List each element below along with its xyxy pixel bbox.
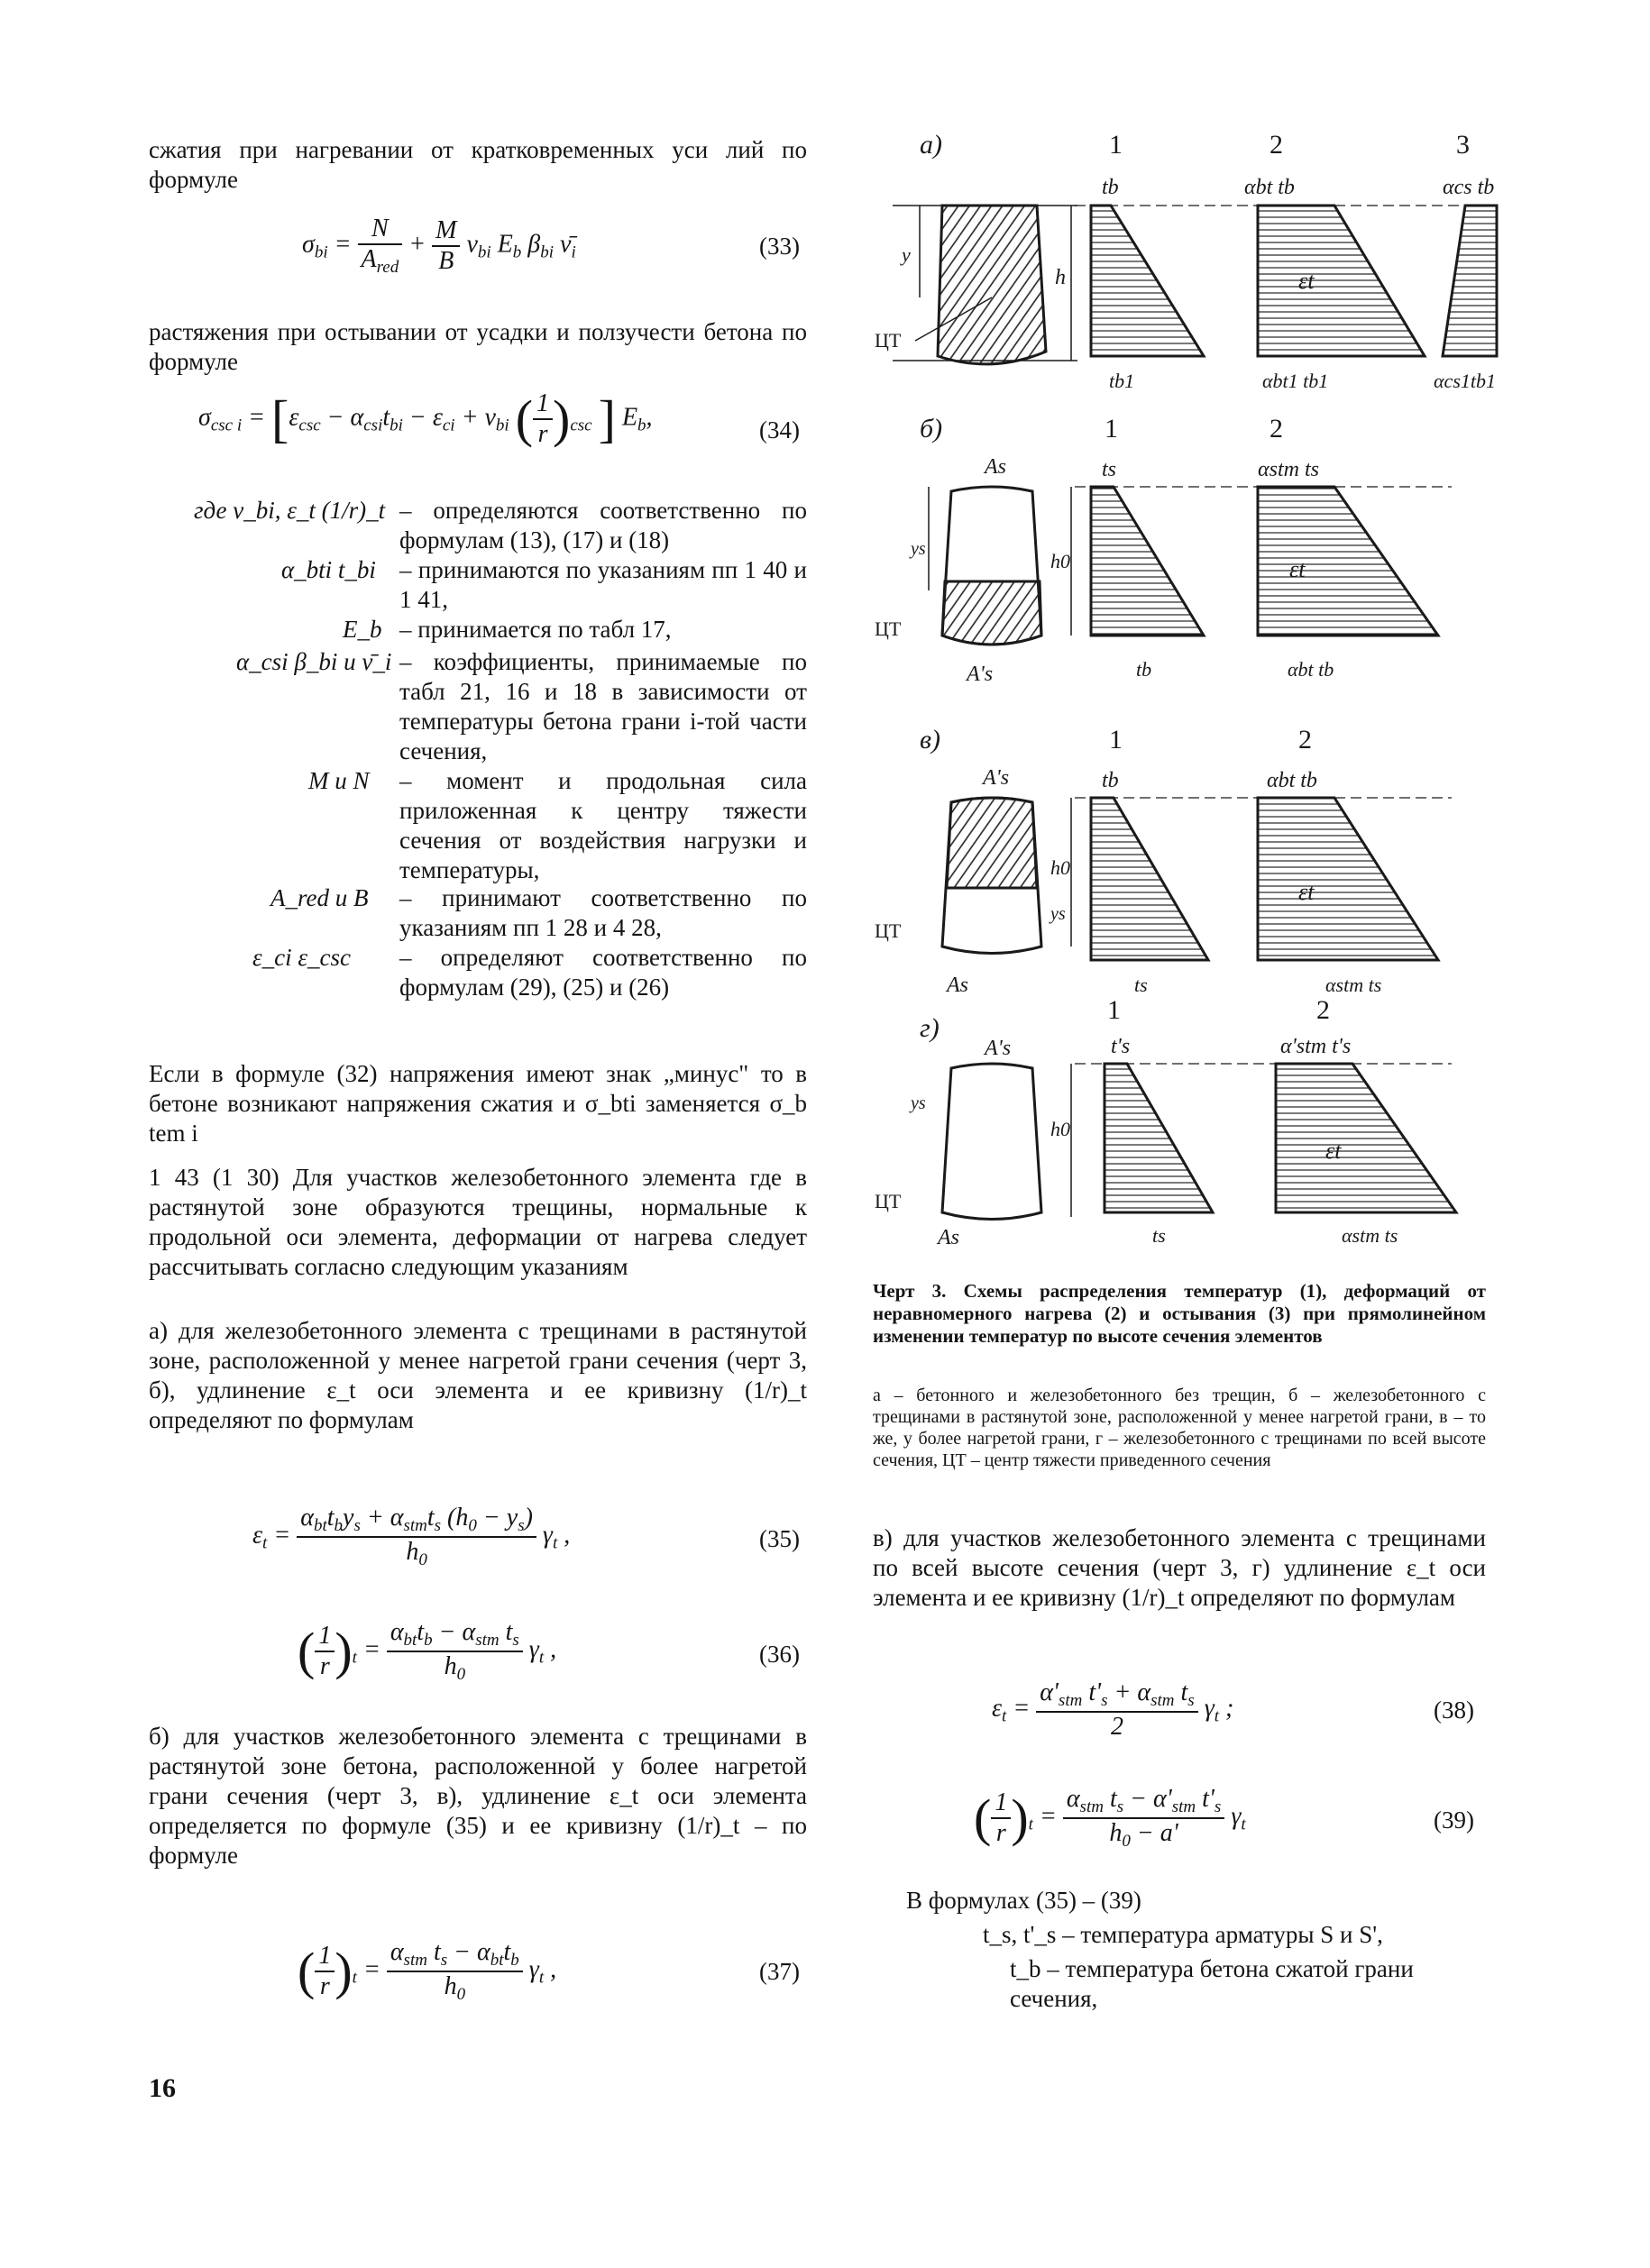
def-text-4: – коэффициенты, принимаемые по табл 21, 16 и 18 в зависимости от температуры бетона грани i-той части сечения, — [399, 648, 807, 764]
col-label-a-3: 3 — [1456, 130, 1470, 160]
def-symbol-2: α_bti t_bi — [281, 556, 376, 583]
svg-text:αstm ts: αstm ts — [1325, 974, 1382, 996]
def-symbol-4: α_csi β_bi и ν̄_i — [236, 648, 392, 675]
svg-text:tb: tb — [1102, 769, 1119, 792]
equation-38-number: (38) — [1434, 1696, 1474, 1724]
def-symbol-7: ε_ci ε_csc — [252, 944, 351, 971]
def-text-6: – принимают соответственно по указаниям пп 1 28 и 4 28, — [399, 884, 807, 941]
def-symbol-6: A_red и B — [270, 884, 369, 911]
svg-text:h0: h0 — [1050, 1118, 1070, 1140]
temp-diagram-b-1 — [1091, 487, 1204, 636]
figure-3-temperature-diagrams — [866, 126, 1551, 1244]
temp-diagram-v-2 — [1258, 798, 1438, 960]
svg-text:αstm ts: αstm ts — [1342, 1224, 1398, 1244]
col-label-v-1: 1 — [1109, 725, 1123, 754]
paragraph-6: б) для участков железобетонного элемента с трещинами в растянутой зоне бетона, расположенной у более нагретой грани сечения (черт 3, в), удлинение ε_t оси элемента определяется по формуле (35) и ее кривизну (1/r)_t – по формуле — [149, 1723, 807, 1869]
equation-36-number: (36) — [759, 1641, 800, 1668]
equation-34-number: (34) — [759, 416, 800, 444]
svg-text:αcs tb: αcs tb — [1443, 176, 1495, 199]
ct-label-g: ЦТ — [875, 1190, 902, 1212]
svg-text:tb1: tb1 — [1109, 370, 1135, 392]
svg-text:αbt tb: αbt tb — [1244, 176, 1295, 199]
svg-text:ys: ys — [911, 539, 926, 559]
svg-text:A's: A's — [983, 766, 1010, 790]
equation-33: $\sigma_{bi}$ = $\frac{N}{A_{red}}$ + $\frac{M}{B}$ $\nu_{bi}$ $E_b$ $\beta_{bi}$ $\nū_i$ — [302, 215, 576, 277]
svg-text:A's: A's — [967, 663, 994, 686]
paragraph-2: растяжения при остывании от усадки и ползучести бетона по формуле — [149, 318, 807, 375]
svg-text:εt: εt — [1298, 879, 1315, 905]
temp-diagram-a-2 — [1258, 206, 1425, 356]
temp-diagram-b-2 — [1258, 487, 1438, 636]
svg-text:tb: tb — [1102, 176, 1119, 199]
svg-text:tb: tb — [1136, 658, 1152, 681]
paragraph-4: 1 43 (1 30) Для участков железобетонного элемента где в растянутой зоне образуются трещины, нормальные к продольной оси элемента, деформации от нагрева следует рассчитывать согласно следующим указаниям — [149, 1164, 807, 1280]
temp-diagram-v-1 — [1091, 798, 1208, 960]
equation-39-number: (39) — [1434, 1806, 1474, 1834]
equation-34: $\sigma_{csc i} = [\varepsilon_{csc} - \alpha_{csi}t_{bi} - \varepsilon_{ci} + \nu_{bi}$ ( $\frac{1}{r}$ )$_{csc}$ ] $E_b$, — [198, 389, 653, 448]
definition-tb: t_b – температура бетона сжатой грани сечения, — [1010, 1955, 1414, 2012]
svg-text:ts: ts — [1102, 458, 1117, 481]
col-label-g-1: 1 — [1107, 995, 1121, 1025]
panel-label-a: а) — [920, 130, 942, 160]
def-text-1: – определяются соответственно по формулам (13), (17) и (18) — [399, 497, 807, 553]
temp-diagram-a-3 — [1443, 206, 1497, 356]
svg-text:ys: ys — [1050, 904, 1066, 924]
paragraph-3: Если в формуле (32) напряжения имеют знак „минус" то в бетоне возникают напряжения сжатия и σ_bti заменяется σ_b tem i — [149, 1060, 807, 1147]
svg-text:εt: εt — [1325, 1138, 1342, 1164]
svg-text:As: As — [947, 974, 968, 997]
def-text-3: – принимается по табл 17, — [399, 616, 672, 643]
panel-label-v: в) — [920, 725, 941, 754]
section-g — [942, 1064, 1041, 1220]
equation-35-number: (35) — [759, 1525, 800, 1552]
temp-diagram-a-1 — [1091, 206, 1204, 356]
def-text-5: – момент и продольная сила приложенная к центру тяжести сечения от воздействия нагрузки и температуры, — [399, 767, 807, 883]
figure-caption: Черт 3. Схемы распределения температур (1), деформаций от неравномерного нагрева (2) и остывания (3) при прямолинейном изменении температур по высоте сечения элементов — [873, 1280, 1486, 1347]
equation-38: $\varepsilon_t$ = $\frac{\alpha'_{stm} t'_s + \alpha_{stm} t_s}{2}$ $\gamma_t$ ; — [992, 1678, 1234, 1741]
paragraph-7: в) для участков железобетонного элемента с трещинами по всей высоте сечения (черт 3, г) удлинение ε_t оси элемента и ее кривизну (1/r)_t определяют по формулам — [873, 1524, 1486, 1611]
svg-text:t's: t's — [1111, 1035, 1131, 1058]
equation-37: ( $\frac{1}{r}$ )$_t$ = $\frac{\alpha_{stm} t_s - \alpha_{bt}t_b}{h_0}$ $\gamma_t$ , — [298, 1938, 557, 2004]
svg-text:αcs1tb1: αcs1tb1 — [1434, 370, 1496, 392]
figure-legend: а – бетонного и железобетонного без трещин, б – железобетонного с трещинами в растянутой зоне, расположенной у менее нагретой грани, в – то же, у более нагретой грани, г – железобетонного с трещинами по всей высоте сечения, ЦТ – центр тяжести приведенного сечения — [873, 1385, 1486, 1470]
panel-label-b: б) — [920, 414, 943, 444]
svg-text:h0: h0 — [1050, 856, 1070, 879]
formulas-intro: В формулах (35) – (39) — [906, 1887, 1141, 1914]
svg-text:α'stm t's: α'stm t's — [1280, 1035, 1352, 1058]
def-symbol-3: E_b — [343, 616, 382, 643]
definition-ts: t_s, t'_s – температура арматуры S и S', — [983, 1921, 1383, 1948]
page-number: 16 — [149, 2073, 176, 2103]
ct-label-v: ЦТ — [875, 919, 902, 942]
equation-39: ( $\frac{1}{r}$ )$_t$ = $\frac{\alpha_{stm} t_s - \alpha'_{stm} t'_s}{h_0 - a'}$ $\gamma_t$ — [974, 1785, 1246, 1851]
equation-33-number: (33) — [759, 233, 800, 260]
equation-36: ( $\frac{1}{r}$ )$_t$ = $\frac{\alpha_{bt}t_b - \alpha_{stm} t_s}{h_0}$ $\gamma_t$ , — [298, 1618, 557, 1684]
col-label-b-1: 1 — [1105, 414, 1118, 444]
col-label-a-2: 2 — [1270, 130, 1283, 160]
svg-text:εt: εt — [1289, 556, 1306, 582]
equation-37-number: (37) — [759, 1958, 800, 1985]
svg-text:εt: εt — [1298, 268, 1315, 294]
col-label-g-2: 2 — [1316, 995, 1330, 1025]
paragraph-1: сжатия при нагревании от кратковременных уси лий по формуле — [149, 136, 807, 193]
col-label-b-2: 2 — [1270, 414, 1283, 444]
section-a — [938, 206, 1046, 364]
ct-label-b: ЦТ — [875, 617, 902, 640]
temp-diagram-g-1 — [1105, 1064, 1213, 1212]
svg-text:αbt tb: αbt tb — [1288, 658, 1334, 681]
svg-text:h: h — [1055, 266, 1066, 289]
svg-text:As: As — [938, 1226, 959, 1244]
ct-label-a: ЦТ — [875, 329, 902, 352]
svg-text:A's: A's — [985, 1037, 1012, 1060]
def-symbol-5: M и N — [308, 767, 370, 794]
svg-text:αstm ts: αstm ts — [1258, 458, 1319, 481]
equation-35: $\varepsilon_t$ = $\frac{\alpha_{bt}t_by_s + \alpha_{stm}t_s (h_0 - y_s)}{h_0}$ $\gamma_t$ , — [252, 1504, 571, 1569]
svg-text:h0: h0 — [1050, 550, 1070, 572]
svg-text:αbt tb: αbt tb — [1267, 769, 1317, 792]
def-symbol-1: где ν_bi, ε_t (1/r)_t — [194, 497, 386, 524]
svg-text:As: As — [985, 455, 1006, 479]
temp-diagram-g-2 — [1276, 1064, 1456, 1212]
def-text-2: – принимаются по указаниям пп 1 40 и 1 41, — [399, 556, 807, 613]
svg-text:y: y — [902, 243, 911, 266]
svg-text:ts: ts — [1134, 974, 1148, 996]
panel-label-g: г) — [920, 1013, 940, 1043]
svg-text:αbt1 tb1: αbt1 tb1 — [1262, 370, 1329, 392]
svg-text:ys: ys — [911, 1093, 926, 1113]
svg-text:ts: ts — [1152, 1224, 1166, 1244]
col-label-a-1: 1 — [1109, 130, 1123, 160]
paragraph-5: а) для железобетонного элемента с трещинами в растянутой зоне, расположенной у менее нагретой грани сечения (черт 3, б), удлинение ε_t оси элемента и ее кривизну (1/r)_t определяют по формулам — [149, 1317, 807, 1433]
def-text-7: – определяют соответственно по формулам (29), (25) и (26) — [399, 944, 807, 1001]
col-label-v-2: 2 — [1298, 725, 1312, 754]
